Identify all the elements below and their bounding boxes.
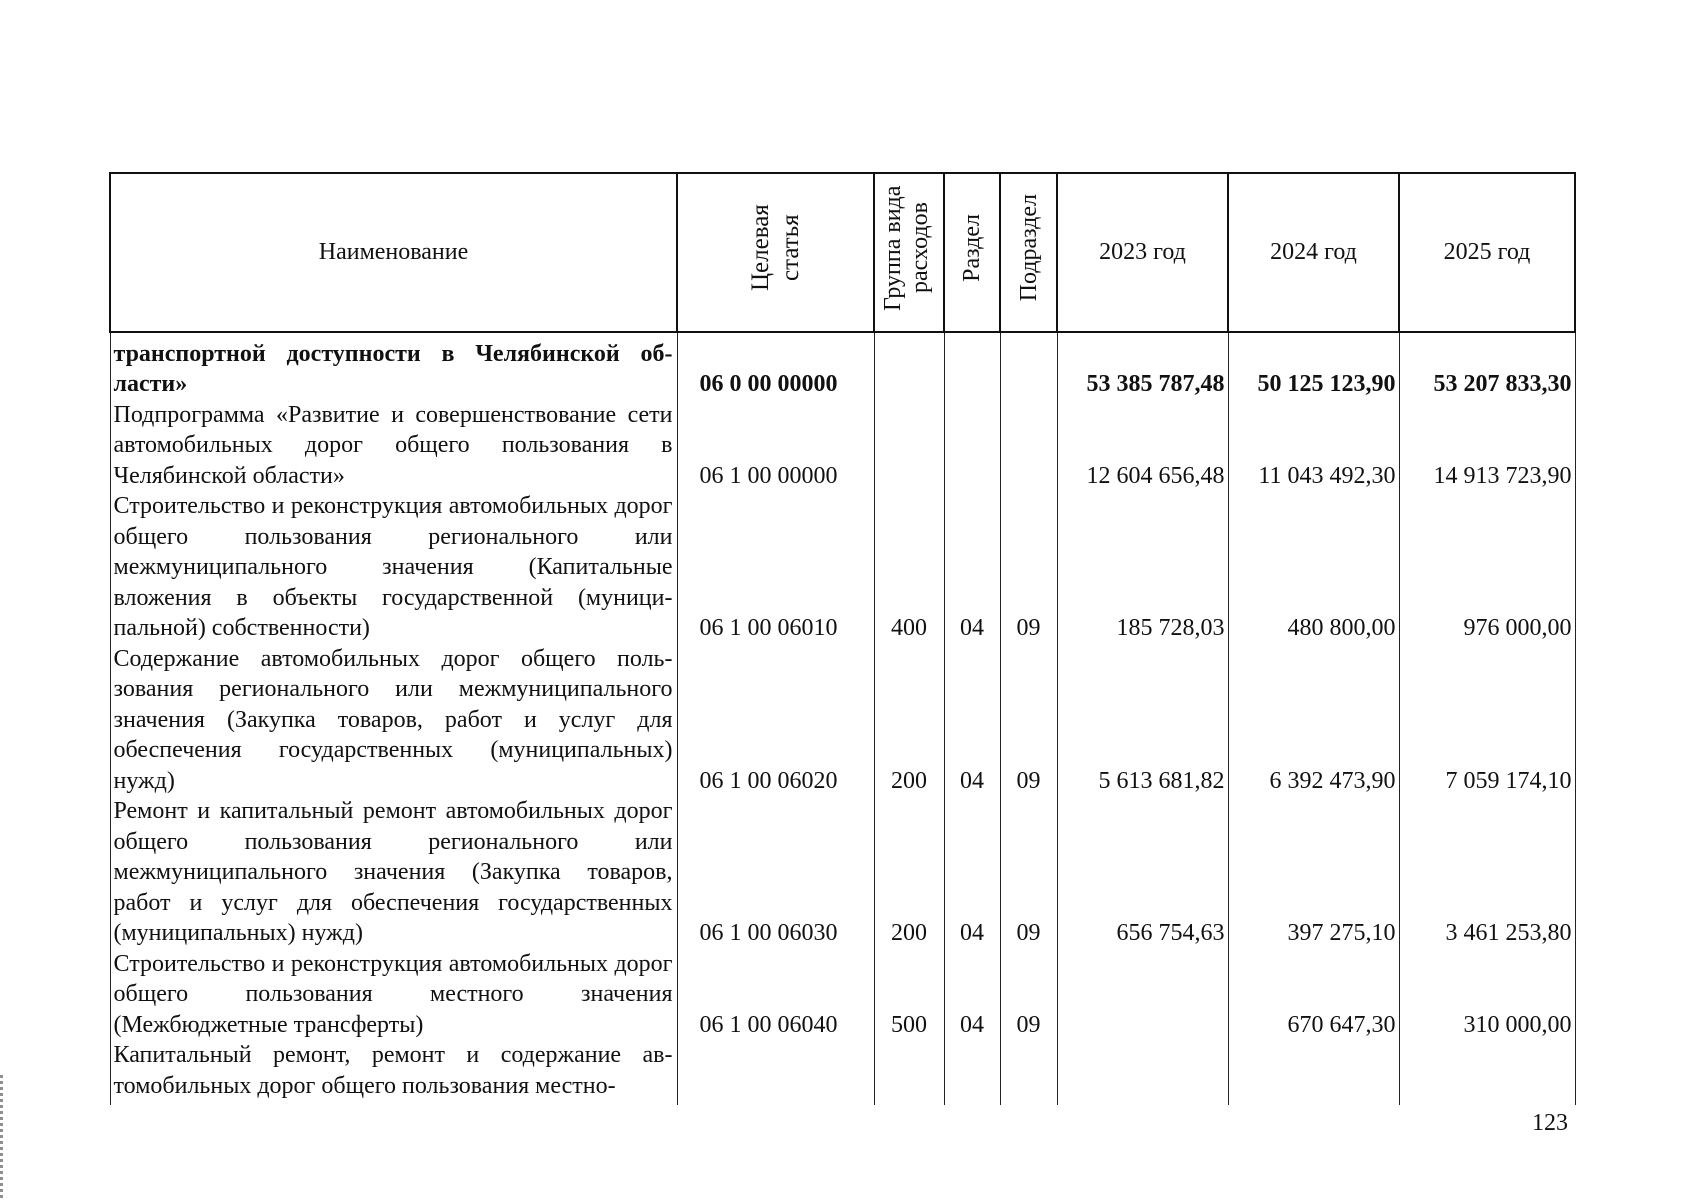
row-amount-2023: 185 728,03 (1057, 491, 1228, 644)
table-row (110, 949, 1575, 1041)
header-expense-group (874, 173, 944, 332)
row-name: транспортной доступности в Челябинской области» (110, 332, 677, 400)
header-row (110, 173, 1575, 332)
table-row (110, 491, 1575, 644)
row-amount-2023 (1057, 1040, 1228, 1105)
row-amount-2023: 53 385 787,48 (1057, 332, 1228, 400)
header-name (110, 173, 677, 332)
row-section (944, 332, 1000, 400)
budget-table (109, 172, 1576, 1105)
table-row (110, 644, 1575, 797)
row-amount-2024: 670 647,30 (1228, 949, 1399, 1041)
row-amount-2025: 7 059 174,10 (1399, 644, 1575, 797)
row-section: 04 (944, 644, 1000, 797)
row-expense-group: 200 (874, 644, 944, 797)
row-section: 04 (944, 796, 1000, 949)
page-number: 123 (1532, 1110, 1568, 1136)
row-amount-2024: 397 275,10 (1228, 796, 1399, 949)
header-year-2024-label: 2024 год (1270, 239, 1357, 265)
row-target-article: 06 0 00 00000 (677, 332, 874, 400)
row-amount-2025: 310 000,00 (1399, 949, 1575, 1041)
row-name: Содержание автомобильных дорог общего пользования регионального или межмуниципального значения (Закупка товаров, работ и услуг для обеспечения государственных (муниципальных) нужд) (110, 644, 677, 797)
row-section (944, 400, 1000, 492)
row-subsection (1000, 400, 1057, 492)
row-target-article: 06 1 00 06040 (677, 949, 874, 1041)
table-body (110, 332, 1575, 1106)
row-amount-2023: 12 604 656,48 (1057, 400, 1228, 492)
row-target-article: 06 1 00 00000 (677, 400, 874, 492)
row-section: 04 (944, 949, 1000, 1041)
header-year-2025 (1399, 173, 1575, 332)
row-expense-group (874, 1040, 944, 1105)
row-amount-2025: 3 461 253,80 (1399, 796, 1575, 949)
table-row (110, 400, 1575, 492)
row-amount-2024: 480 800,00 (1228, 491, 1399, 644)
row-amount-2024: 6 392 473,90 (1228, 644, 1399, 797)
header-target-article-label: Целевая статья (746, 204, 804, 292)
table-row (110, 796, 1575, 949)
row-name: Ремонт и капитальный ремонт автомобильных дорог общего пользования регионального или межмуниципального значения (Закупка товаров, работ и услуг для обеспечения государственных (муниципальных) нужд) (110, 796, 677, 949)
row-target-article: 06 1 00 06030 (677, 796, 874, 949)
row-name: Подпрограмма «Развитие и совершенствование сети автомобильных дорог общего пользования в Челябинской области» (110, 400, 677, 492)
row-name: Капитальный ремонт, ремонт и содержание автомобильных дорог общего пользования местно- (110, 1040, 677, 1105)
header-year-2023-label: 2023 год (1099, 239, 1186, 265)
header-section (944, 173, 1000, 332)
header-year-2023 (1057, 173, 1228, 332)
row-name: Строительство и реконструкция автомобильных дорог общего пользования регионального или межмуниципального значения (Капитальные вложения в объекты государственной (муниципальной) собственности) (110, 491, 677, 644)
row-subsection: 09 (1000, 491, 1057, 644)
table-row (110, 332, 1575, 400)
header-target-article (677, 173, 874, 332)
row-amount-2023 (1057, 949, 1228, 1041)
row-section (944, 1040, 1000, 1105)
header-subsection-label: Подраздел (1015, 194, 1042, 302)
row-amount-2024 (1228, 1040, 1399, 1105)
row-subsection: 09 (1000, 796, 1057, 949)
row-amount-2024: 50 125 123,90 (1228, 332, 1399, 400)
header-name-label: Наименование (318, 239, 469, 265)
row-section: 04 (944, 491, 1000, 644)
row-subsection (1000, 332, 1057, 400)
row-expense-group: 500 (874, 949, 944, 1041)
header-year-2025-label: 2025 год (1443, 239, 1531, 265)
row-expense-group (874, 332, 944, 400)
row-target-article: 06 1 00 06020 (677, 644, 874, 797)
row-subsection: 09 (1000, 949, 1057, 1041)
scan-edge-mark (0, 1075, 3, 1200)
row-amount-2023: 656 754,63 (1057, 796, 1228, 949)
header-subsection (1000, 173, 1057, 332)
row-amount-2023: 5 613 681,82 (1057, 644, 1228, 797)
row-subsection (1000, 1040, 1057, 1105)
row-name: Строительство и реконструкция автомобильных дорог общего пользования местного значения (Межбюджетные трансферты) (110, 949, 677, 1041)
row-amount-2025 (1399, 1040, 1575, 1105)
row-expense-group: 200 (874, 796, 944, 949)
header-expense-group-label: Группа вида расходов (880, 185, 933, 311)
header-year-2024 (1228, 173, 1399, 332)
row-amount-2024: 11 043 492,30 (1228, 400, 1399, 492)
table-header (110, 173, 1575, 332)
row-subsection: 09 (1000, 644, 1057, 797)
row-expense-group: 400 (874, 491, 944, 644)
row-expense-group (874, 400, 944, 492)
row-target-article (677, 1040, 874, 1105)
row-target-article: 06 1 00 06010 (677, 491, 874, 644)
header-section-label: Раздел (959, 214, 985, 282)
table-row (110, 1040, 1575, 1105)
row-amount-2025: 14 913 723,90 (1399, 400, 1575, 492)
row-amount-2025: 53 207 833,30 (1399, 332, 1575, 400)
row-amount-2025: 976 000,00 (1399, 491, 1575, 644)
